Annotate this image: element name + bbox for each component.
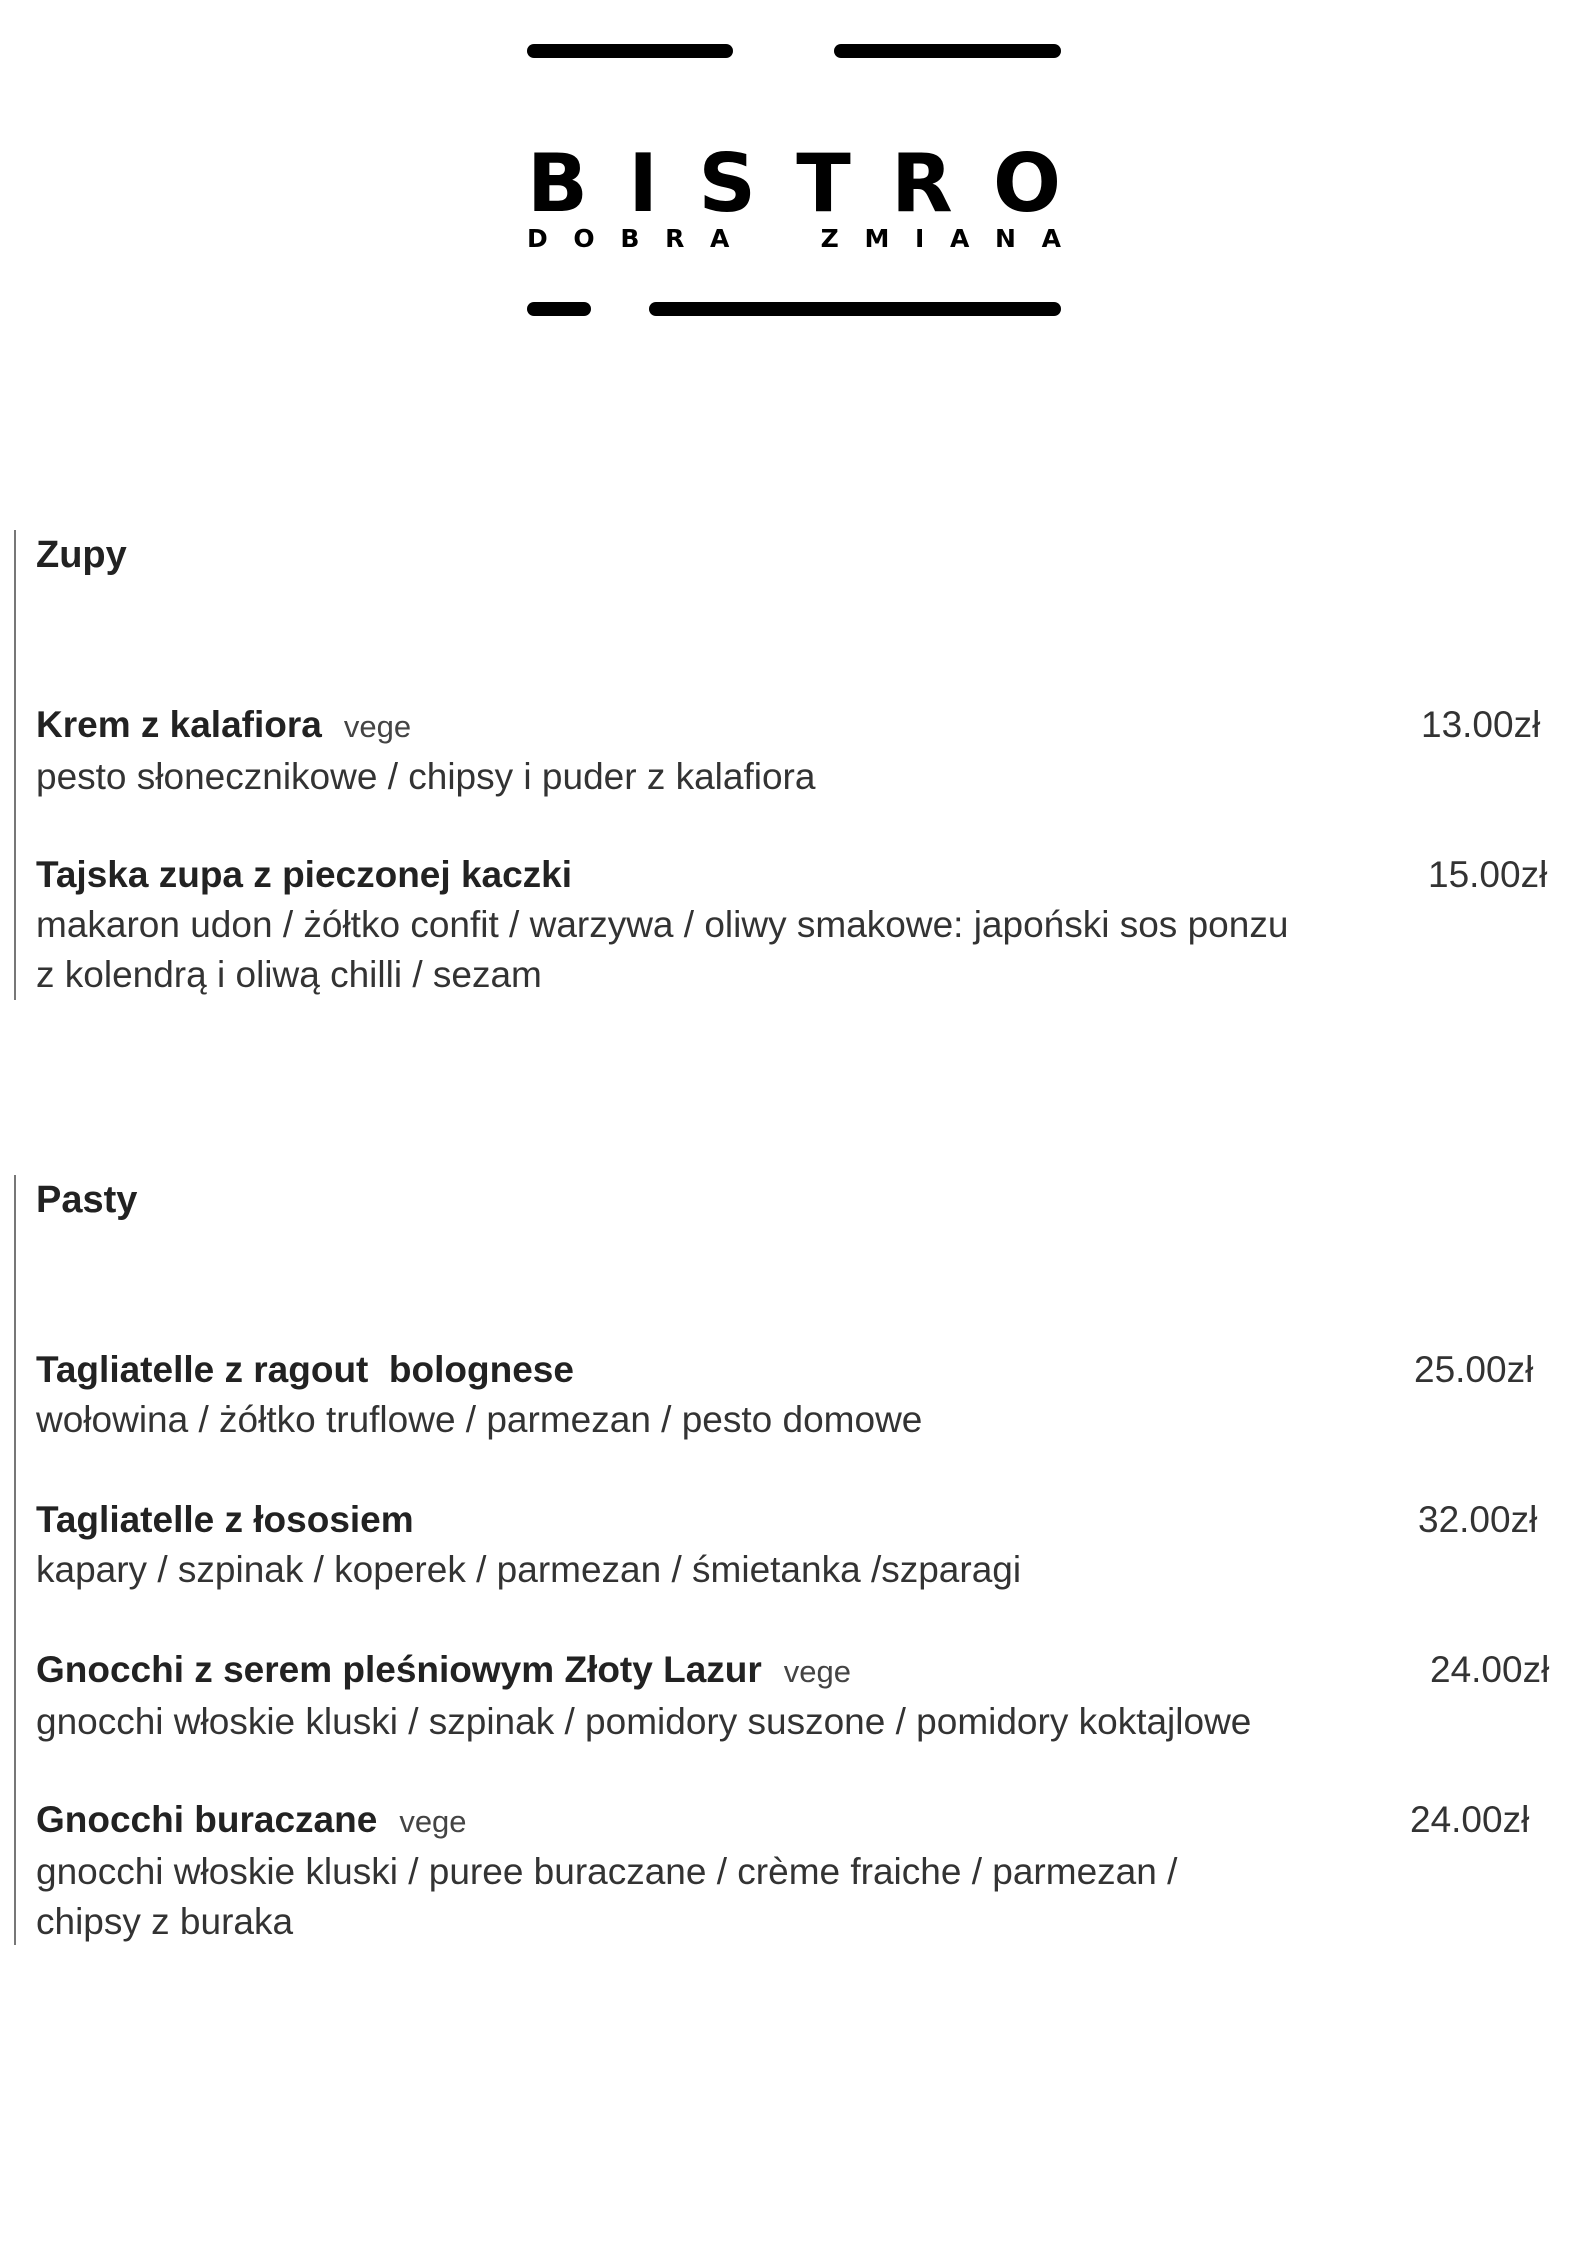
logo-sub-letter: A <box>709 223 730 253</box>
item-price: 32.00zł <box>1418 1499 1538 1540</box>
logo-sub-letter: N <box>994 223 1016 253</box>
item-price: 24.00zł <box>1410 1799 1530 1840</box>
logo-bar-top-left <box>527 44 733 58</box>
section-title: Zupy <box>36 534 127 576</box>
logo-bar-bottom-left <box>527 302 591 316</box>
logo-sub-letter: M <box>864 223 890 253</box>
logo-bar-top-right <box>834 44 1061 58</box>
item-description: gnocchi włoskie kluski / szpinak / pomidory suszone / pomidory koktajlowe <box>36 1701 1252 1742</box>
item-description: wołowina / żółtko truflowe / parmezan / pesto domowe <box>36 1399 923 1440</box>
logo-sub-letter: A <box>1041 223 1061 253</box>
menu-item <box>36 1645 1566 1747</box>
menu-section-zupy <box>14 530 1566 1000</box>
item-description: kapary / szpinak / koperek / parmezan / śmietanka /szparagi <box>36 1549 1022 1590</box>
menu-item <box>36 1345 1566 1445</box>
item-description: gnocchi włoskie kluski / puree buraczane / crème fraiche / parmezan / <box>36 1851 1178 1892</box>
bistro-logo <box>527 40 1061 330</box>
logo-letter: I <box>628 136 659 230</box>
logo-sub-letter: B <box>620 223 640 253</box>
item-price: 25.00zł <box>1414 1349 1534 1390</box>
item-name: Gnocchi buraczane <box>36 1799 378 1840</box>
item-vege-tag: vege <box>399 1804 467 1839</box>
item-vege-tag: vege <box>783 1654 852 1689</box>
item-name: Krem z kalafiora <box>36 704 322 745</box>
item-price: 24.00zł <box>1430 1649 1550 1690</box>
logo-letter: S <box>698 136 756 230</box>
section-title: Pasty <box>36 1179 138 1221</box>
logo-sub-letter: O <box>573 223 595 253</box>
logo-letter: O <box>992 136 1061 230</box>
logo-bar-bottom-right <box>649 302 1061 316</box>
logo-letter: R <box>891 136 953 230</box>
logo-letter: T <box>796 136 851 230</box>
logo-sub-letter: Z <box>820 223 839 253</box>
logo-sub-letter: D <box>527 223 548 253</box>
item-description: z kolendrą i oliwą chilli / sezam <box>36 954 542 995</box>
item-description: pesto słonecznikowe / chipsy i puder z kalafiora <box>36 756 816 797</box>
menu-item <box>36 700 1566 802</box>
item-price: 15.00zł <box>1428 854 1548 895</box>
logo-letter: B <box>527 136 588 230</box>
logo-sub-letter: A <box>949 223 970 253</box>
item-name: Gnocchi z serem pleśniowym Złoty Lazur <box>36 1649 762 1690</box>
logo-sub-letter: I <box>915 223 925 253</box>
item-name: Tajska zupa z pieczonej kaczki <box>36 854 573 895</box>
item-vege-tag: vege <box>343 709 412 744</box>
item-price: 13.00zł <box>1421 704 1541 745</box>
item-name: Tagliatelle z łososiem <box>36 1499 414 1540</box>
menu-item <box>36 850 1566 1000</box>
menu-item <box>36 1495 1566 1595</box>
item-description: chipsy z buraka <box>36 1901 294 1942</box>
logo-title <box>527 138 1061 228</box>
logo-sub-letter: R <box>665 223 685 253</box>
menu-item <box>36 1795 1566 1947</box>
logo-subtitle <box>527 218 1061 258</box>
item-name: Tagliatelle z ragout bolognese <box>36 1349 574 1390</box>
item-description: makaron udon / żółtko confit / warzywa / oliwy smakowe: japoński sos ponzu <box>36 904 1289 945</box>
menu-section-pasty <box>14 1175 1566 1945</box>
